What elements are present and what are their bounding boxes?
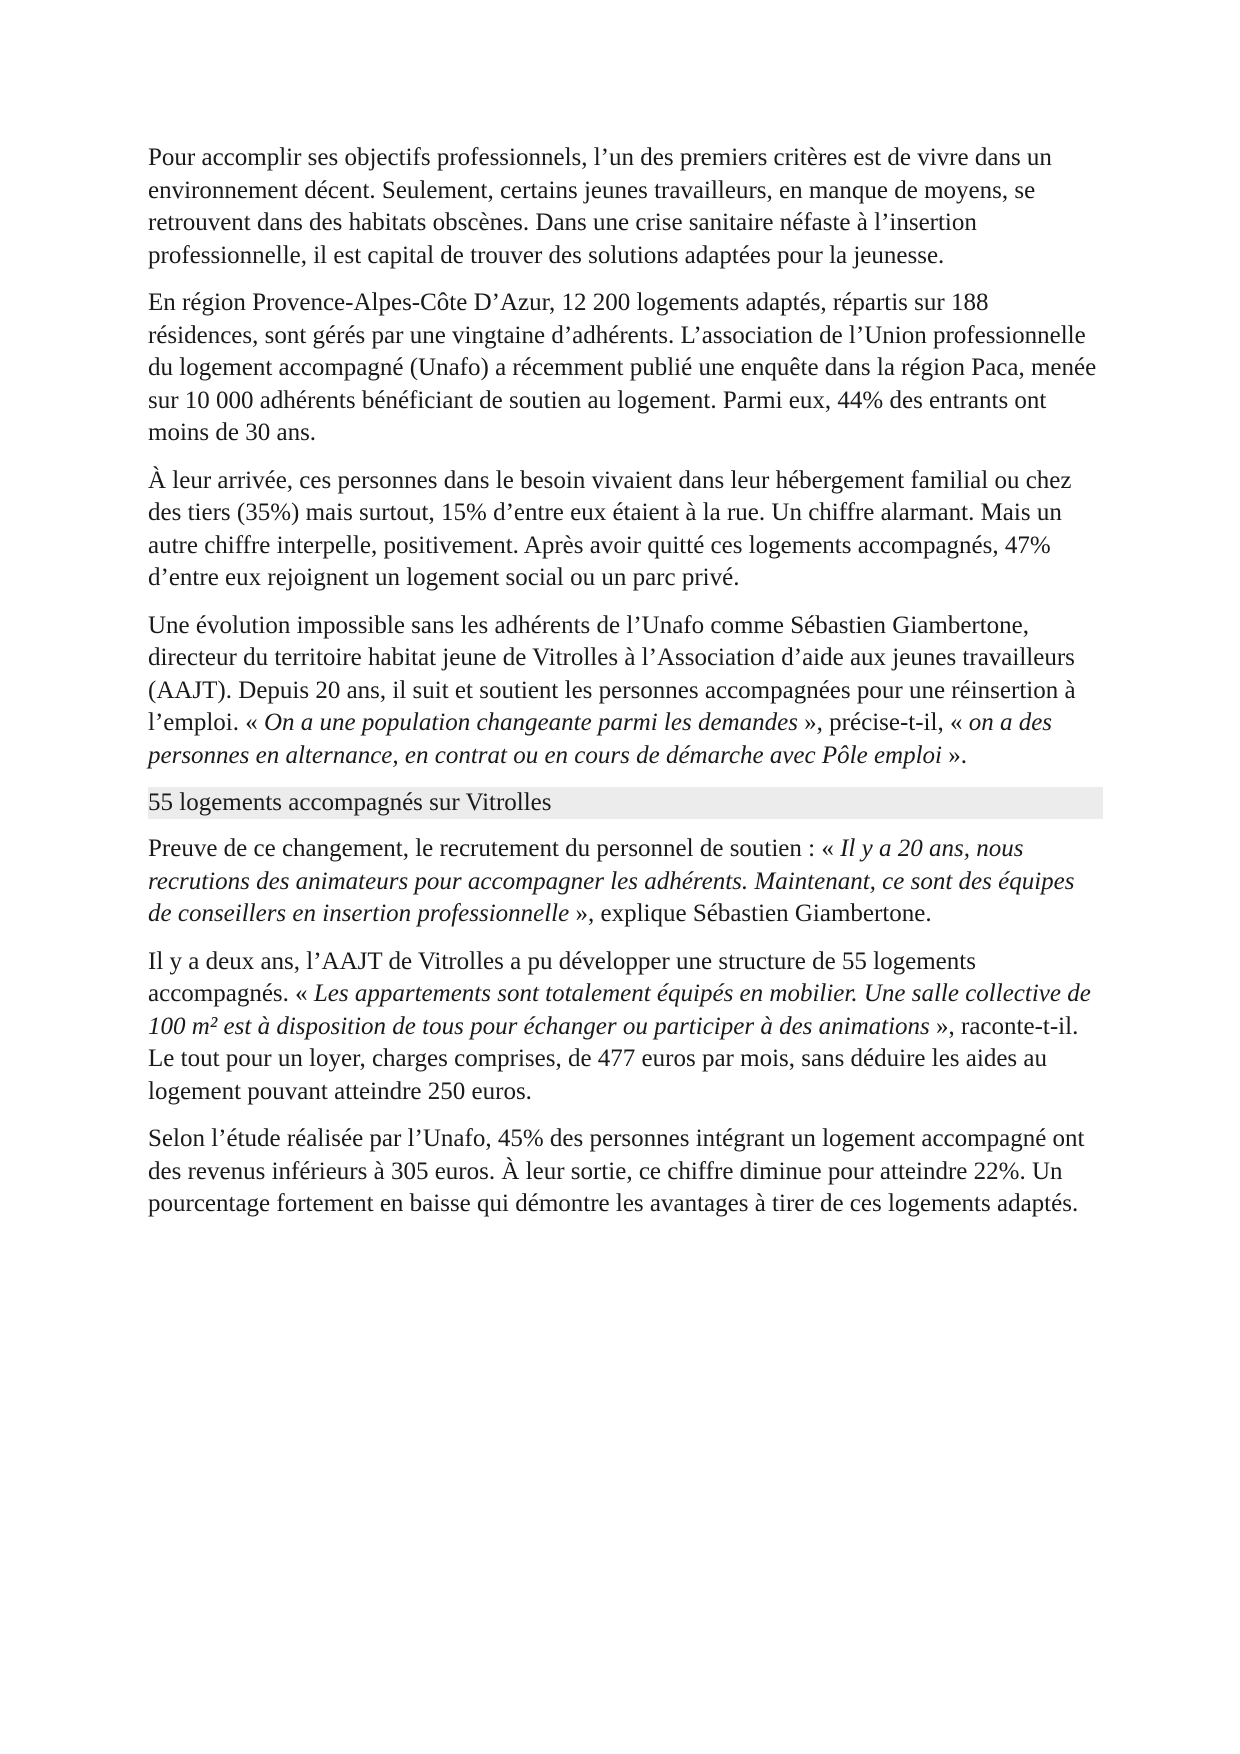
paragraph-arrival-statistics	[148, 465, 1103, 595]
paragraph-regional-figures	[148, 287, 1103, 450]
document-body	[148, 142, 1103, 1236]
quote-alternance: on a des personnes en alternance, en contrat ou en cours de démarche avec Pôle emploi	[148, 709, 1053, 769]
paragraph-recruitment-text-1: Preuve de ce changement, le recrutement du personnel de soutien : «	[148, 835, 841, 862]
paragraph-regional-figures-text: En région Provence-Alpes-Côte D’Azur, 12 200 logements adaptés, répartis sur 188 résidences, sont gérés par une vingtaine d’adhérents. L’association de l’Union professionnelle du logement accompagné (Unafo) a récemment publié une enquête dans la région Paca, menée sur 10 000 adhérents bénéficiant de soutien au logement. Parmi eux, 44% des entrants ont moins de 30 ans.	[148, 289, 1097, 446]
paragraph-giambertone	[148, 610, 1103, 773]
quote-recruitment: Il y a 20 ans, nous recrutions des animateurs pour accompagner les adhérents. Maintenant, ce sont des équipes de conseillers en insertion professionnelle	[148, 835, 1075, 927]
paragraph-giambertone-text-2: », précise-t-il, «	[797, 709, 969, 736]
paragraph-giambertone-text-1: Une évolution impossible sans les adhérents de l’Unafo comme Sébastien Giambertone, directeur du territoire habitat jeune de Vitrolles à l’Association d’aide aux jeunes travailleurs (AAJT). Depuis 20 ans, il suit et soutient les personnes accompagnées pour une réinsertion à l’emploi. «	[148, 611, 1076, 736]
paragraph-intro	[148, 142, 1103, 272]
quote-population: On a une population changeante parmi les demandes	[263, 709, 798, 736]
paragraph-recruitment-text-2: », explique Sébastien Giambertone.	[569, 900, 932, 927]
paragraph-income-study	[148, 1123, 1103, 1221]
paragraph-housing-structure	[148, 946, 1103, 1109]
paragraph-income-study-text: Selon l’étude réalisée par l’Unafo, 45% des personnes intégrant un logement accompagné ont des revenus inférieurs à 305 euros. À leur sortie, ce chiffre diminue pour atteindre 22%. Un pourcentage fortement en baisse qui démontre les avantages à tirer de ces logements adaptés.	[148, 1125, 1085, 1217]
paragraph-housing-structure-text-2: », raconte-t-il. Le tout pour un loyer, charges comprises, de 477 euros par mois, sans déduire les aides au logement pouvant atteindre 250 euros.	[148, 1012, 1079, 1105]
paragraph-recruitment	[148, 833, 1103, 931]
paragraph-housing-structure-text-1: Il y a deux ans, l’AAJT de Vitrolles a pu développer une structure de 55 logements accompagnés. «	[148, 947, 976, 1007]
paragraph-arrival-statistics-text: À leur arrivée, ces personnes dans le besoin vivaient dans leur hébergement familial ou chez des tiers (35%) mais surtout, 15% d’entre eux étaient à la rue. Un chiffre alarmant. Mais un autre chiffre interpelle, positivement. Après avoir quitté ces logements accompagnés, 47% d’entre eux rejoignent un logement social ou un parc privé.	[148, 466, 1072, 591]
section-subheading: 55 logements accompagnés sur Vitrolles	[148, 787, 1103, 819]
quote-apartments: Les appartements sont totalement équipés en mobilier. Une salle collective de 100 m² est à disposition de tous pour échanger ou participer à des animations	[148, 980, 1091, 1040]
paragraph-intro-text: Pour accomplir ses objectifs professionnels, l’un des premiers critères est de vivre dans un environnement décent. Seulement, certains jeunes travailleurs, en manque de moyens, se retrouvent dans des habitats obscènes. Dans une crise sanitaire néfaste à l’insertion professionnelle, il est capital de trouver des solutions adaptées pour la jeunesse.	[148, 144, 1052, 269]
paragraph-giambertone-text-3: ».	[941, 741, 967, 769]
